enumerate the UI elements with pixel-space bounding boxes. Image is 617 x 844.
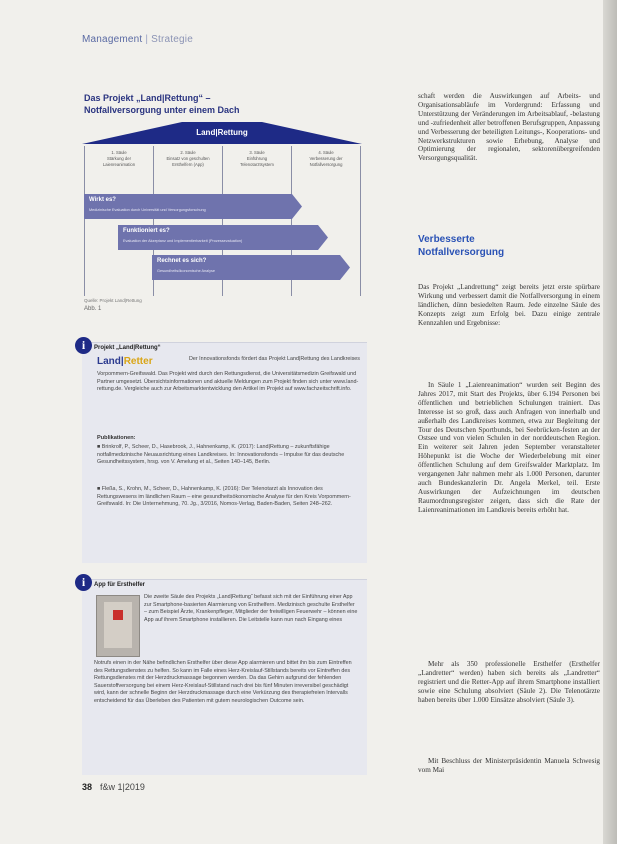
logo-part-a: Land|: [97, 356, 124, 367]
publication-item-2: ■ Fleßa, S., Krohn, M., Scheer, D., Hahnenkamp, K. (2016): Der Telenotarzt als Innovation des Rettungswesens im ländlichen Raum – eine gesundheitsökonomische Analyse für den Kreis Vorpommern-Greifswald. In: Die Unternehmung, 70. Jg., 3/2016, Nomos-Verlag, Baden-Baden, Seiten 248–262.: [97, 486, 351, 508]
smartphone-app-image: [96, 595, 140, 657]
publications-heading: Publikationen:: [97, 435, 136, 441]
info-box-project-body: Vorpommern-Greifswald. Das Projekt wird durch den Rettungsdienst, die Universitätsmedizin Greifswald und Partner umgesetzt. Übersichtsinformationen und aktuelle Meldungen zum Projekt finden sich unter www.land-rettung.de. Vergleiche auch zur Arbeitsmarktentwicklung den Artikel im Projekt auf www.fachzeitschrift.info.: [97, 371, 359, 393]
column-4-text1: Verbesserung der: [309, 156, 343, 161]
info-box-project-intro: Der Innovationsfonds fördert das Projekt Land|Rettung des Landkreises: [188, 356, 360, 362]
publication-item-1: ■ Brinkrolf, P., Scheer, D., Hasebrook, J., Hahnenkamp, K. (2017): Land|Rettung – zukunftsfähige notfallmedizinische Neuausrichtung eines Landkreises. In: Innovationsfonds – Impulse für das deutsche Gesundheitssystem, hrsg. von V. Amelung et al., Seiten 140–145, Berlin.: [97, 444, 345, 466]
column-3-title: 3. Säule: [249, 150, 265, 155]
red-cross-icon: [113, 610, 123, 620]
column-1-title: 1. Säule: [111, 150, 127, 155]
header-subsection: Strategie: [151, 34, 193, 45]
info-box-project: [81, 338, 367, 563]
smartphone-screen: [104, 602, 132, 648]
column-3-text1: Einführung: [246, 156, 268, 161]
column-4-text2: Notfallversorgung: [309, 162, 343, 167]
info-box-project-title: Projekt „Land|Rettung“: [94, 345, 161, 351]
info-box-app-title: App für Ersthelfer: [94, 582, 146, 588]
page-number: 38: [82, 782, 93, 792]
info-box-app: [81, 575, 367, 775]
page-edge-shadow: [603, 0, 617, 844]
right-column-paragraph-3: In Säule 1 „Laienreanimation“ wurden seit Beginn des Jahres 2017, mit Start des Projekts, über 6.194 Personen bei öffentlichen und betrieblichen Schulungen trainiert. Das Interesse ist so groß, dass auch Anfragen von innerhalb und außerhalb des Landkreises kommen, etwa zur Begleitung der Tour des Deutschen Sportbunds, bei Seebrücken-festen an der Ostsee und von vielen Schulen in der norddeutschen Region. Ein weiterer seit Jahren jeden September veranstalteter Höhepunkt ist die Woche der Wiederbelebung mit einer öffentlichen Schulung auf dem Greifswalder Marktplatz. Im vergangenen Jahr nahmen mehr als 1.000 Personen, darunter auch Bundeskanzlerin Dr. Angela Merkel, teil. Erste Auswirkungen der Aufzeichnungen im deutschen Raumordnungsregister zeigen, dass sich die Rate der Laienreanimationen im Landkreis bereits erhöht hat.: [418, 381, 600, 514]
arrow-2-desc: Evaluation der Akzeptanz und Implementierbarkeit (Prozessevaluation): [123, 239, 243, 243]
diagram-column-1: [85, 146, 154, 296]
info-icon: i: [75, 574, 92, 591]
section-heading-line1: Verbesserte: [418, 234, 475, 245]
figure-title-line1: Das Projekt „Land|Rettung“ –: [84, 93, 211, 103]
info-icon: i: [75, 337, 92, 354]
column-2-title: 2. Säule: [180, 150, 196, 155]
column-1-text1: Stärkung der: [107, 156, 131, 161]
figure-title: [84, 92, 324, 116]
column-1-text2: Laienreanimation: [102, 162, 136, 167]
header-separator: |: [142, 34, 152, 45]
arrow-3-question: Rechnet es sich?: [157, 258, 207, 264]
section-heading-line2: Notfallversorgung: [418, 247, 505, 258]
section-heading: [418, 233, 598, 259]
column-2-text2: Ersthelfern (App): [172, 162, 204, 167]
column-4-title: 4. Säule: [318, 150, 334, 155]
evaluation-arrow-1: [84, 194, 302, 219]
figure-source: Quelle: Projekt Land|Rettung: [84, 298, 142, 303]
logo-part-b: Retter: [123, 356, 153, 367]
page-footer: [82, 782, 145, 792]
running-header: [82, 34, 193, 45]
right-column-paragraph-1: schaft werden die Auswirkungen auf Arbeits- und Organisationsabläufe im Vordergrund: Erfassung und Unterstützung der Veränderungen im Arbeitsablauf, -belastung und -zufriedenheit aller betroffenen Berufsgruppen, Anpassung und Verbesserung der beteiligten Leitungs-, Kooperations- und Netzwerkstrukturen sowie Erhebung, Analyse und Optimierung der regionalen, sektorenübergreifenden Versorgungsqualität.: [418, 92, 600, 163]
header-section: Management: [82, 34, 143, 45]
info-box-app-text-2: Notrufs einen in der Nähe befindlichen Ersthelfer über diese App alarmieren und bittet ihn bis zum Eintreffen des Rettungsdienstes zu helfen. So kann im Falle eines Herz-Kreislauf-Stillstands bereits vor Eintreffen des Rettungsdienstes mit der Herzdruckmassage begonnen werden. Da das Gehirn aufgrund der fehlenden Sauerstoffversorgung bei einem Herz-Kreislauf-Stillstand nach drei bis fünf Minuten irreversibel geschädigt wird, kann der schnelle Beginn der Herzdruckmassage durch eine Verkürzung des therapiefreien Intervalls entscheidend für das Überleben des Patienten mit gutem neurologischen Outcome sein.: [94, 660, 352, 704]
project-diagram: [82, 118, 362, 296]
figure-label: Abb. 1: [84, 306, 102, 312]
journal-name: f&w 1|2019: [100, 782, 145, 792]
evaluation-arrow-2: [118, 225, 328, 250]
arrow-2-question: Funktioniert es?: [123, 228, 170, 234]
arrow-1-question: Wirkt es?: [89, 197, 116, 203]
arrow-1-desc: Medizinische Evaluation durch Universität und Versorgungsforschung: [89, 208, 206, 212]
landretter-logo: [97, 356, 153, 367]
arrow-3-desc: Gesundheitsökonomische Analyse: [157, 269, 216, 273]
right-column-paragraph-2: Das Projekt „Landrettung“ zeigt bereits jetzt erste spürbare Wirkung und verbessert damit die Notfallversorgung in einem ländlichen, dünn besiedelten Raum. Jede einzelne Säule des Konzepts zeigt zum Erfolg bei. Dazu einige zentrale Kennzahlen und Ergebnisse:: [418, 283, 600, 327]
figure-title-line2: Notfallversorgung unter einem Dach: [84, 105, 240, 115]
evaluation-arrow-3: [152, 255, 350, 280]
right-column-paragraph-4: Mehr als 350 professionelle Ersthelfer (Ersthelfer „Landretter“ werden) haben sich bereits als „Landretter“ registriert und die Retter-App auf ihrem Smartphone installiert sowie eine Schulung absolviert (Säule 2). Die Telenotärzte haben bereits über 1.000 Einsätze absolviert (Säule 3).: [418, 660, 600, 704]
info-box-app-text: Die zweite Säule des Projekts „Land|Rettung“ befasst sich mit der Einführung einer App zur Smartphone-basierten Alarmierung von Ersthelfern. Medizinisch geschulte Ersthelfer – zum Beispiel Ärzte, Krankenpfleger, Mitglieder der freiwilligen Feuerwehr – können eine App auf ihrem Smartphone installieren. Die Leitstelle kann nun nach Eingang eines: [144, 594, 358, 623]
column-2-text1: Einsatz von geschulten: [166, 156, 210, 161]
diagram-roof-label: Land|Rettung: [196, 128, 248, 137]
right-column-paragraph-5: Mit Beschluss der Ministerpräsidentin Manuela Schwesig vom Mai: [418, 757, 600, 774]
column-3-text2: Telenotarztsystem: [240, 162, 274, 167]
